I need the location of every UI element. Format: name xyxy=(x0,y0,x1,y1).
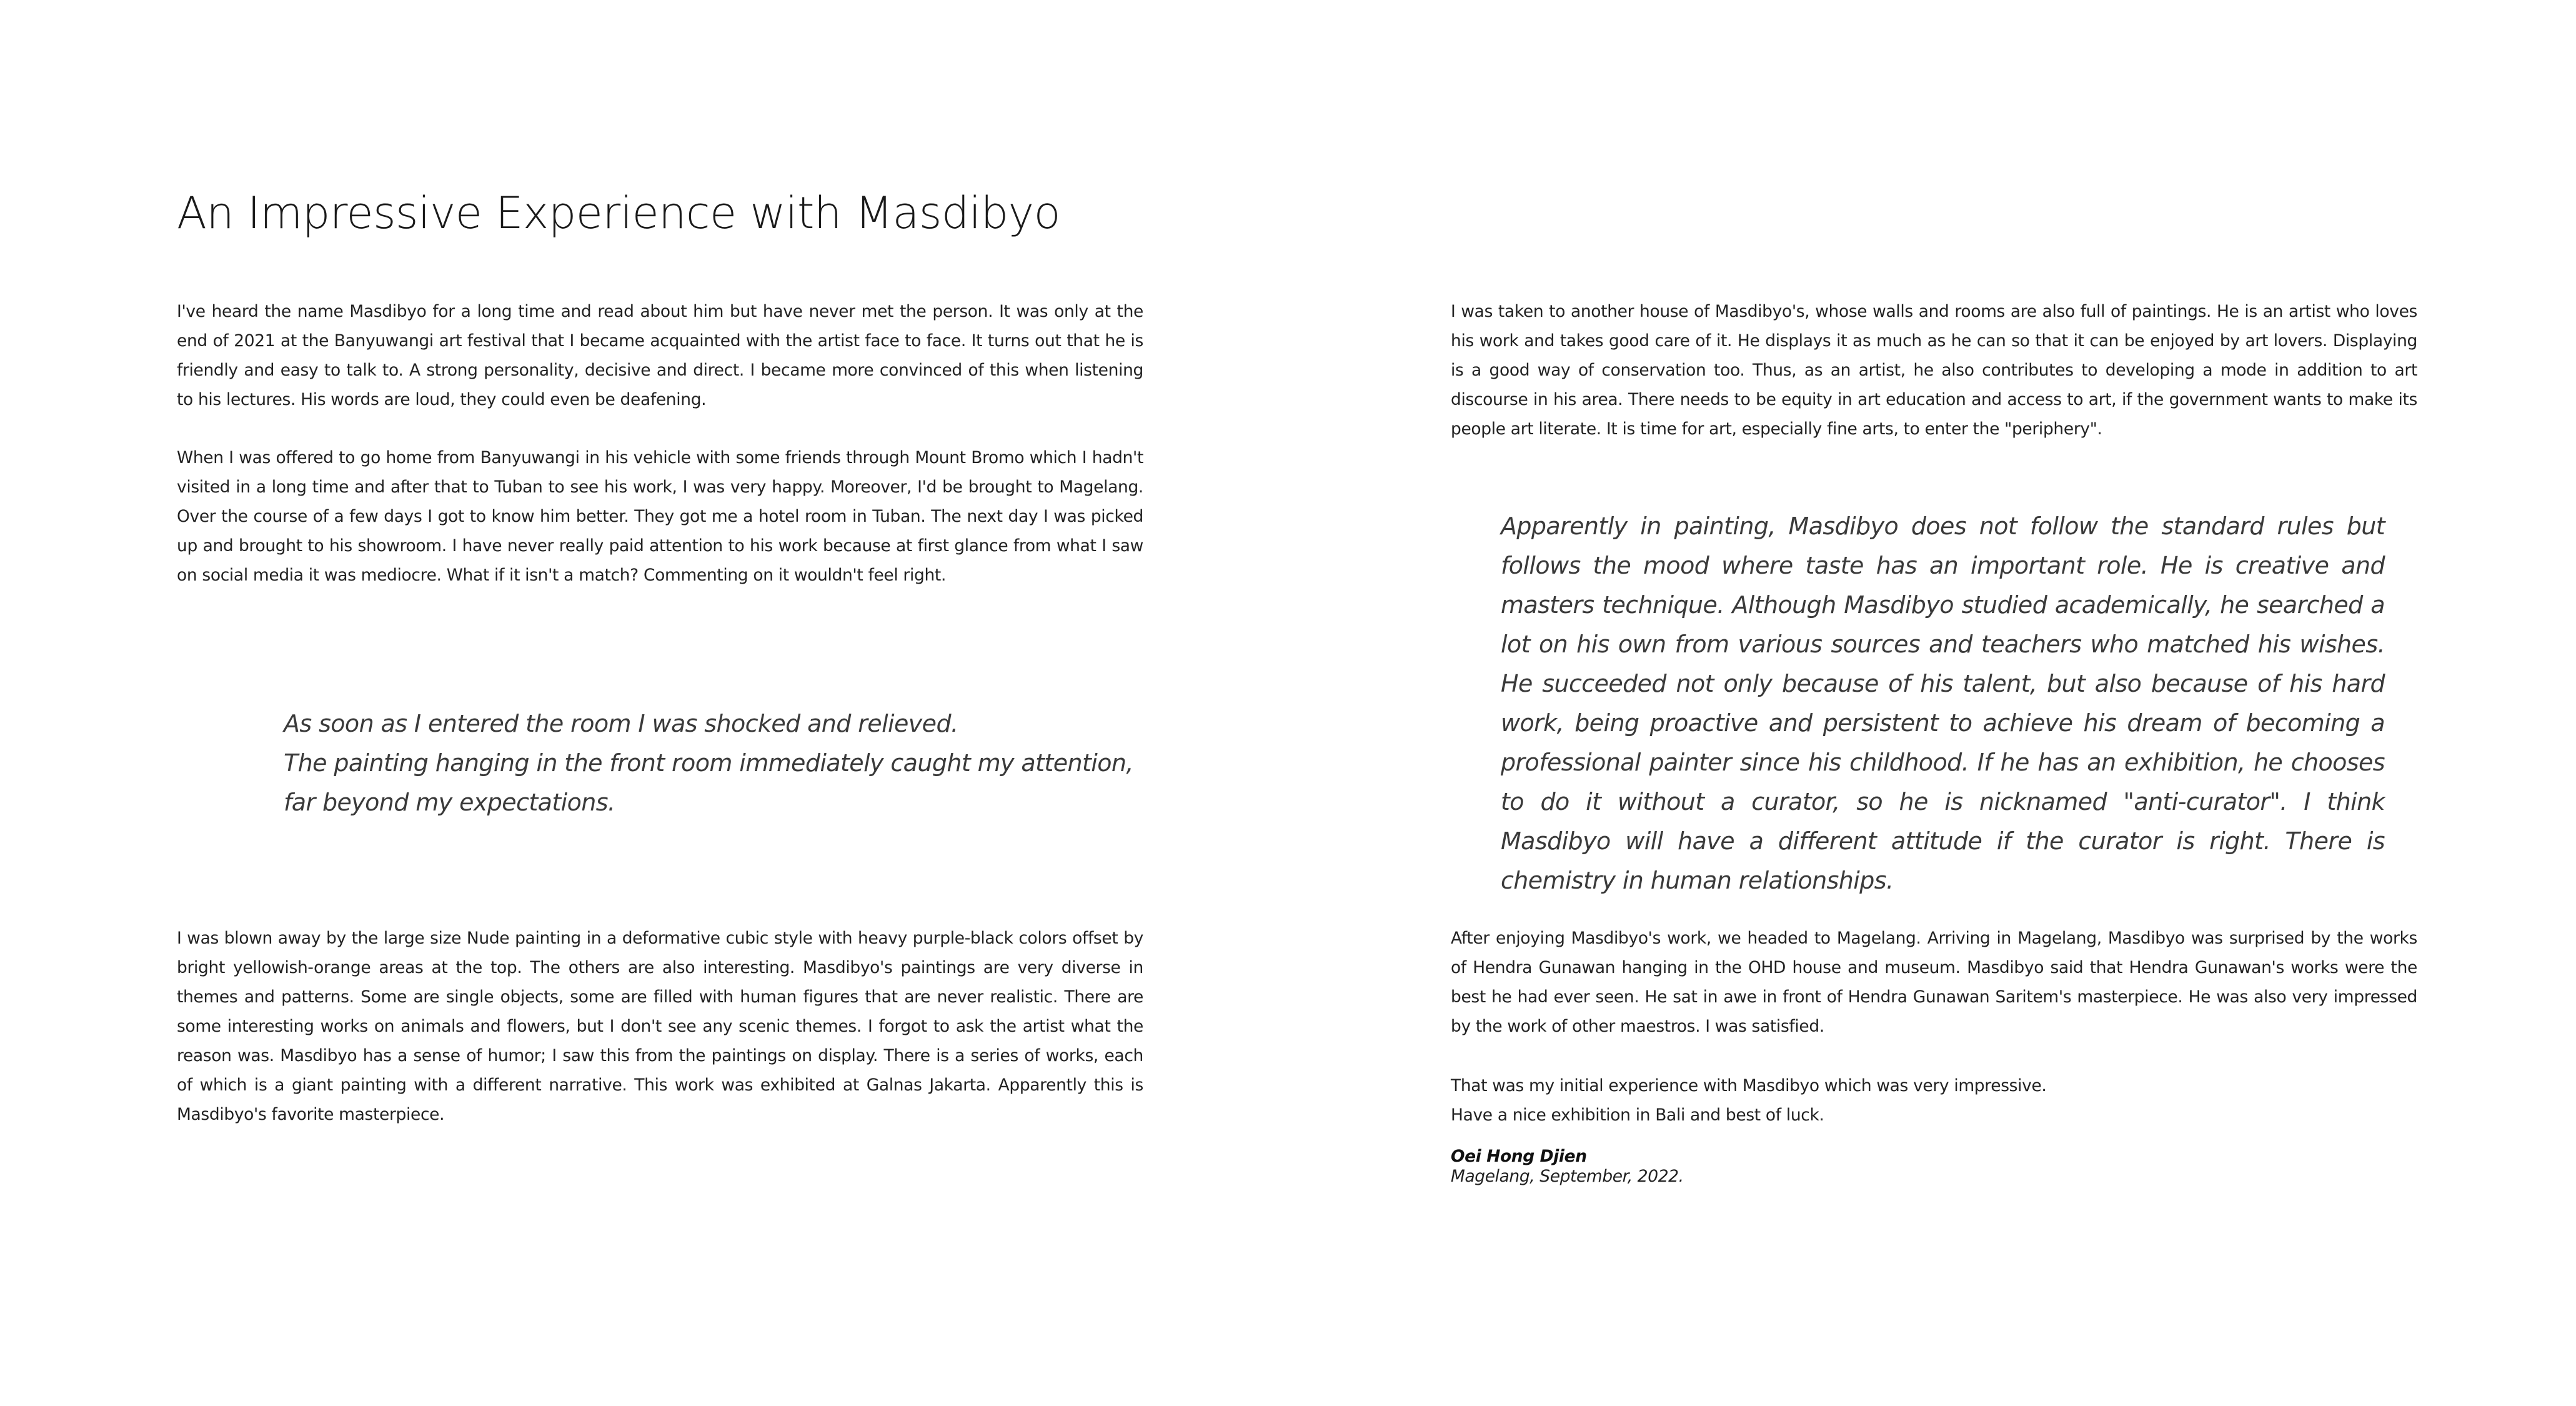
closing-lines xyxy=(1451,1071,2417,1130)
right-page xyxy=(1288,0,2576,1406)
quote-line: As soon as I entered the room I was shocked and relieved. xyxy=(284,710,958,737)
left-paragraph-1 xyxy=(177,297,1143,414)
quote-line: The painting hanging in the front room immediately caught my attention, xyxy=(284,749,1133,777)
signature-name: Oei Hong Djien xyxy=(1451,1147,1587,1166)
body-text: After enjoying Masdibyo's work, we headed to Magelang. Arriving in Magelang, Masdibyo was surprised by the works of Hendra Gunawan hanging in the OHD house and museum. Masdibyo said that Hendra Gunawan's works were the best he had ever seen. He sat in awe in front of Hendra Gunawan Saritem's masterpiece. He was also very impressed by the work of other maestros. I was satisfied. xyxy=(1451,929,2417,1036)
closing-line: Have a nice exhibition in Bali and best of luck. xyxy=(1451,1105,1824,1125)
right-paragraph-1 xyxy=(1451,297,2417,444)
right-paragraph-2 xyxy=(1451,924,2417,1041)
body-text: I was blown away by the large size Nude painting in a deformative cubic style with heavy purple-black colors offset by bright yellowish-orange areas at the top. The others are also interesting. Masdibyo's paintings are very diverse in themes and patterns. Some are single objects, some are filled with human figures that are never realistic. There are some interesting works on animals and flowers, but I don't see any scenic themes. I forgot to ask the artist what the reason was. Masdibyo has a sense of humor; I saw this from the paintings on display. There is a series of works, each of which is a giant painting with a different narrative. This work was exhibited at Galnas Jakarta. Apparently this is Masdibyo's favorite masterpiece. xyxy=(177,929,1143,1124)
left-paragraph-3 xyxy=(177,924,1143,1129)
closing-line: That was my initial experience with Masdibyo which was very impressive. xyxy=(1451,1076,2047,1095)
body-text: When I was offered to go home from Banyuwangi in his vehicle with some friends through Mount Bromo which I hadn't visited in a long time and after that to Tuban to see his work, I was very happy. Moreover, I'd be brought to Magelang. Over the course of a few days I got to know him better. They got me a hotel room in Tuban. The next day I was picked up and brought to his showroom. I have never really paid attention to his work because at first glance from what I saw on social media it was mediocre. What if it isn't a match? Commenting on it wouldn't feel right. xyxy=(177,448,1143,585)
pull-quote-right: Apparently in painting, Masdibyo does not follow the standard rules but follows the mood where taste has an important role. He is creative and masters technique. Although Masdibyo studied academically, he searched a lot on his own from various sources and teachers who matched his wishes. He succeeded not only because of his talent, but also because of his hard work, being proactive and persistent to achieve his dream of becoming a professional painter since his childhood. If he has an exhibition, he chooses to do it without a curator, so he is nicknamed "anti-curator". I think Masdibyo will have a different attitude if the curator is right. There is chemistry in human relationships. xyxy=(1501,512,2385,894)
page-title: An Impressive Experience with Masdibyo xyxy=(177,187,1060,239)
signature-place-date: Magelang, September, 2022. xyxy=(1451,1167,1684,1186)
left-paragraph-2 xyxy=(177,443,1143,590)
body-text: I've heard the name Masdibyo for a long time and read about him but have never met the person. It was only at the end of 2021 at the Banyuwangi art festival that I became acquainted with the artist face to face. It turns out that he is friendly and easy to talk to. A strong personality, decisive and direct. I became more convinced of this when listening to his lectures. His words are loud, they could even be deafening. xyxy=(177,302,1143,409)
signature-block xyxy=(1451,1147,1684,1187)
body-text: I was taken to another house of Masdibyo's, whose walls and rooms are also full of paintings. He is an artist who loves his work and takes good care of it. He displays it as much as he can so that it can be enjoyed by art lovers. Displaying is a good way of conservation too. Thus, as an artist, he also contributes to developing a mode in addition to art discourse in his area. There needs to be equity in art education and access to art, if the government wants to make its people art literate. It is time for art, especially fine arts, to enter the "periphery". xyxy=(1451,302,2417,439)
quote-line: far beyond my expectations. xyxy=(284,789,615,816)
pull-quote-left xyxy=(284,704,1133,822)
